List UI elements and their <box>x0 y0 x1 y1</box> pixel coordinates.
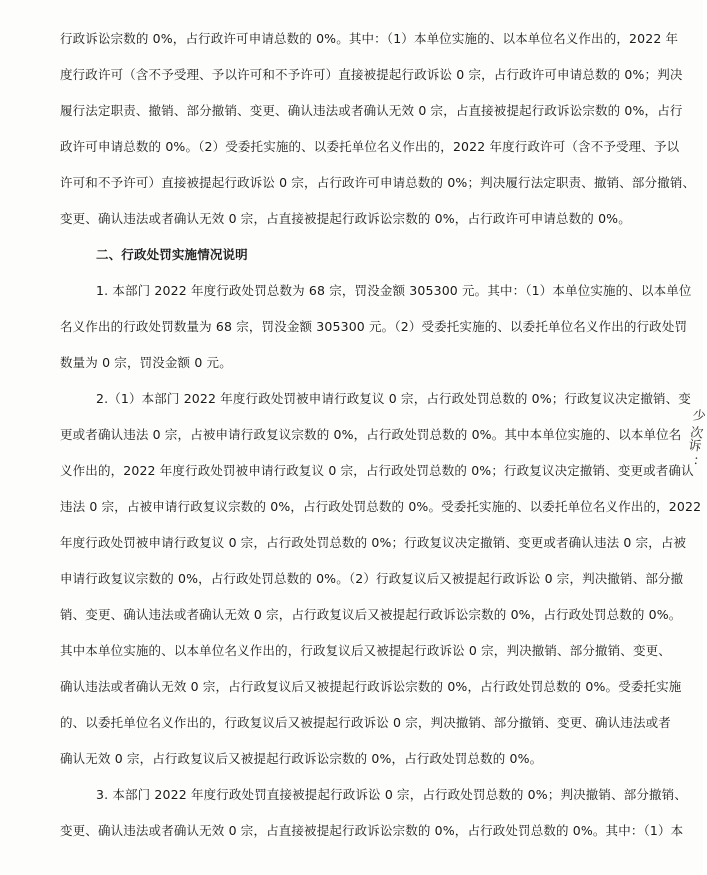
text-line: 申请行政复议宗数的 0%，占行政处罚总数的 0%。（2）行政复议后又被提起行政诉讼 0 宗，判决撤销、部分撤 <box>60 571 684 586</box>
text-line: 度行政许可（含不予受理、予以许可和不予许可）直接被提起行政诉讼 0 宗，占行政许可申请总数的 0%；判决 <box>60 67 683 82</box>
text-line: 1. 本部门 2022 年度行政处罚总数为 68 宗，罚没金额 305300 元。其中：（1）本单位实施的、以本单位 <box>96 283 692 298</box>
text-line: 许可和不予许可）直接被提起行政诉讼 0 宗，占行政许可申请总数的 0%；判决履行法定职责、撤销、部分撤销、 <box>60 175 696 190</box>
text-line: 年度行政处罚被申请行政复议 0 宗，占行政处罚总数的 0%；行政复议决定撤销、变更或者确认违法 0 宗，占被 <box>60 535 687 550</box>
text-line: 名义作出的行政处罚数量为 68 宗，罚没金额 305300 元。（2）受委托实施的、以委托单位名义作出的行政处罚 <box>60 319 688 334</box>
margin-handwriting: 少 次诉 ： <box>682 407 706 470</box>
text-line: 行政诉讼宗数的 0%，占行政许可申请总数的 0%。其中：（1）本单位实施的、以本单位名义作出的，2022 年 <box>60 31 679 46</box>
text-line: 销、变更、确认违法或者确认无效 0 宗，占行政复议后又被提起行政诉讼宗数的 0%，占行政处罚总数的 0%。 <box>60 607 682 622</box>
text-line: 3. 本部门 2022 年度行政处罚直接被提起行政诉讼 0 宗，占行政处罚总数的 0%；判决撤销、部分撤销、 <box>96 787 687 802</box>
text-line: 确认违法或者确认无效 0 宗，占行政复议后又被提起行政诉讼宗数的 0%，占行政处罚总数的 0%。受委托实施 <box>60 679 682 694</box>
text-line: 政许可申请总数的 0%。（2）受委托实施的、以委托单位名义作出的，2022 年度行政许可（含不予受理、予以 <box>60 139 680 154</box>
text-line: 更或者确认违法 0 宗，占被申请行政复议宗数的 0%，占行政处罚总数的 0%。其中本单位实施的、以本单位名 <box>60 427 682 442</box>
text-line: 确认无效 0 宗，占行政复议后又被提起行政诉讼宗数的 0%，占行政处罚总数的 0%。 <box>60 751 543 766</box>
text-line: 变更、确认违法或者确认无效 0 宗，占直接被提起行政诉讼宗数的 0%，占行政许可申请总数的 0%。 <box>60 211 631 226</box>
section-heading: 二、行政处罚实施情况说明 <box>96 247 248 262</box>
text-line: 义作出的，2022 年度行政处罚被申请行政复议 0 宗，占行政处罚总数的 0%；行政复议决定撤销、变更或者确认 <box>60 463 694 478</box>
text-line: 的、以委托单位名义作出的，行政复议后又被提起行政诉讼 0 宗，判决撤销、部分撤销、变更、确认违法或者 <box>60 715 671 730</box>
text-line: 变更、确认违法或者确认无效 0 宗，占直接被提起行政诉讼宗数的 0%，占行政处罚总数的 0%。其中：（1）本 <box>60 823 684 838</box>
text-line: 2.（1）本部门 2022 年度行政处罚被申请行政复议 0 宗，占行政处罚总数的 0%；行政复议决定撤销、变 <box>96 391 691 406</box>
text-line: 违法 0 宗，占被申请行政复议宗数的 0%，占行政处罚总数的 0%。受委托实施的、以委托单位名义作出的，2022 <box>60 499 702 514</box>
text-line: 数量为 0 宗，罚没金额 0 元。 <box>60 355 232 370</box>
text-line: 其中本单位实施的、以本单位名义作出的，行政复议后又被提起行政诉讼 0 宗，判决撤销、部分撤销、变更、 <box>60 643 671 658</box>
text-line: 履行法定职责、撤销、部分撤销、变更、确认违法或者确认无效 0 宗，占直接被提起行政诉讼宗数的 0%，占行 <box>60 103 683 118</box>
